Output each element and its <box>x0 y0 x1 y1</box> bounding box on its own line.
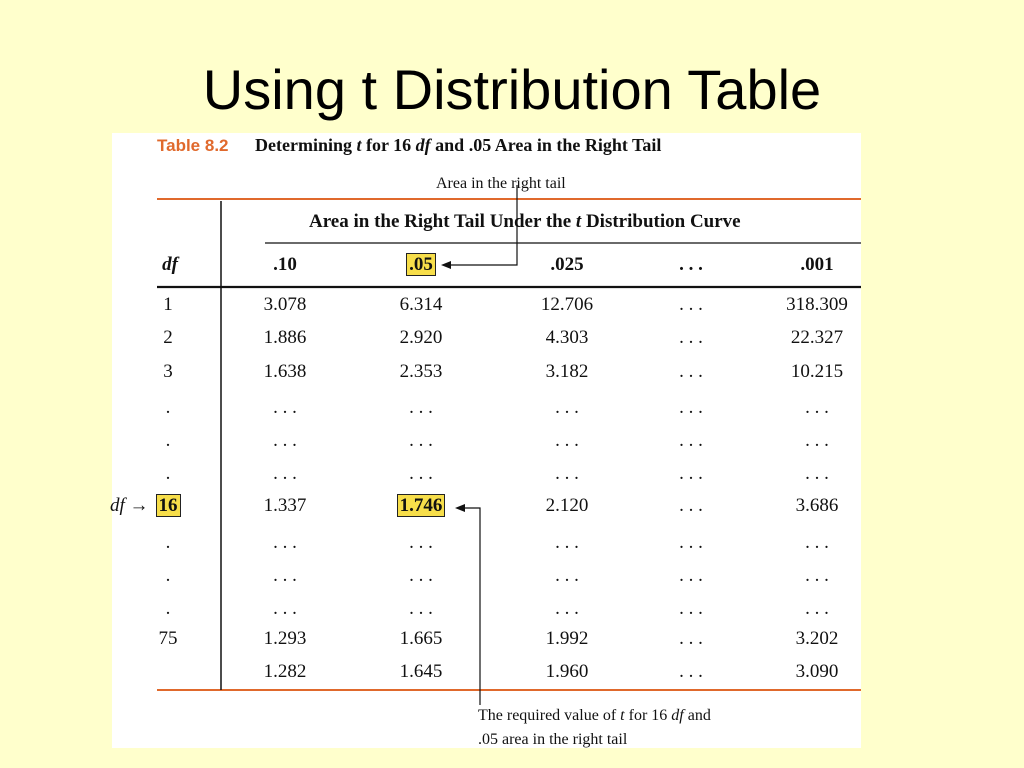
table-cell: 22.327 <box>790 327 844 348</box>
table-cell: 12.706 <box>540 294 594 315</box>
table-cell: . . . <box>409 532 433 553</box>
area-in-right-tail-label: Area in the right tail <box>436 175 566 192</box>
table-cell: 3.090 <box>795 661 839 682</box>
table-caption-number: Table 8.2 <box>157 136 229 155</box>
table-cell: . . . <box>679 661 703 682</box>
table-cell: . . . <box>805 565 829 586</box>
df-cell: . <box>165 532 171 553</box>
df-cell: 1 <box>163 294 173 315</box>
table-cell: 318.309 <box>786 294 848 315</box>
df-cell: . <box>165 565 171 586</box>
required-value-note <box>478 704 711 752</box>
table-cell: . . . <box>679 361 703 382</box>
table-cell: . . . <box>805 598 829 619</box>
table-cell: 2.353 <box>399 361 443 382</box>
table-cell: 1.337 <box>263 495 307 516</box>
table-caption-title: Determining t for 16 df and .05 Area in the Right Tail <box>255 135 662 155</box>
table-cell: . . . <box>679 327 703 348</box>
note-line-2: .05 area in the right tail <box>478 731 628 748</box>
table-cell: . . . <box>273 463 297 484</box>
table-cell: . . . <box>679 397 703 418</box>
table-cell: . . . <box>679 294 703 315</box>
column-group-header: Area in the Right Tail Under the t Distribution Curve <box>309 211 741 232</box>
table-cell: . . . <box>273 598 297 619</box>
table-cell: . . . <box>805 463 829 484</box>
table-cell: 1.638 <box>263 361 307 382</box>
table-cell: 3.202 <box>795 628 839 649</box>
table-cell: . . . <box>273 532 297 553</box>
table-cell: . . . <box>555 463 579 484</box>
table-cell: . . . <box>409 430 433 451</box>
table-cell: 10.215 <box>790 361 844 382</box>
table-cell: . . . <box>805 430 829 451</box>
table-cell: 1.282 <box>263 661 307 682</box>
table-cell: 1.746 <box>376 495 466 517</box>
df-cell: . <box>165 397 171 418</box>
table-cell: 1.992 <box>545 628 589 649</box>
column-header-3: . . . <box>679 254 703 275</box>
table-cell: . . . <box>679 565 703 586</box>
column-header-1: .05 <box>376 254 466 276</box>
table-cell: 1.293 <box>263 628 307 649</box>
df-header: df <box>162 254 178 275</box>
table-cell: . . . <box>679 532 703 553</box>
table-cell: . . . <box>555 532 579 553</box>
table-cell: . . . <box>409 397 433 418</box>
df-cell: 75 <box>158 628 178 649</box>
slide-title: Using t Distribution Table <box>202 58 822 121</box>
table-cell: . . . <box>555 598 579 619</box>
df-cell: 16 <box>123 495 213 517</box>
table-cell: . . . <box>805 532 829 553</box>
table-cell: 2.120 <box>545 495 589 516</box>
table-cell: . . . <box>273 397 297 418</box>
table-cell: . . . <box>273 430 297 451</box>
table-cell: . . . <box>679 463 703 484</box>
table-cell: . . . <box>273 565 297 586</box>
table-cell: 3.182 <box>545 361 589 382</box>
table-cell: . . . <box>409 598 433 619</box>
table-cell: 1.665 <box>399 628 443 649</box>
table-cell: 4.303 <box>545 327 589 348</box>
df-cell: . <box>165 430 171 451</box>
table-cell: 1.960 <box>545 661 589 682</box>
df-cell: 2 <box>163 327 173 348</box>
df-cell: . <box>165 598 171 619</box>
table-cell: 3.078 <box>263 294 307 315</box>
table-cell: . . . <box>409 565 433 586</box>
table-cell: . . . <box>679 430 703 451</box>
note-line-1: The required value of t for 16 df and <box>478 707 711 724</box>
table-cell: 6.314 <box>399 294 443 315</box>
df-cell: 3 <box>163 361 173 382</box>
df-pointer-label: df → <box>110 495 149 516</box>
column-header-2: .025 <box>550 254 584 275</box>
table-cell: . . . <box>555 430 579 451</box>
table-cell: . . . <box>805 397 829 418</box>
table-cell: . . . <box>679 598 703 619</box>
table-cell: . . . <box>679 628 703 649</box>
column-header-4: .001 <box>800 254 834 275</box>
table-cell: . . . <box>679 495 703 516</box>
table-cell: . . . <box>409 463 433 484</box>
table-cell: 2.920 <box>399 327 443 348</box>
column-header-0: .10 <box>273 254 297 275</box>
table-cell: 3.686 <box>795 495 839 516</box>
table-cell: . . . <box>555 397 579 418</box>
table-cell: 1.645 <box>399 661 443 682</box>
table-cell: . . . <box>555 565 579 586</box>
table-cell: 1.886 <box>263 327 307 348</box>
df-cell: . <box>165 463 171 484</box>
